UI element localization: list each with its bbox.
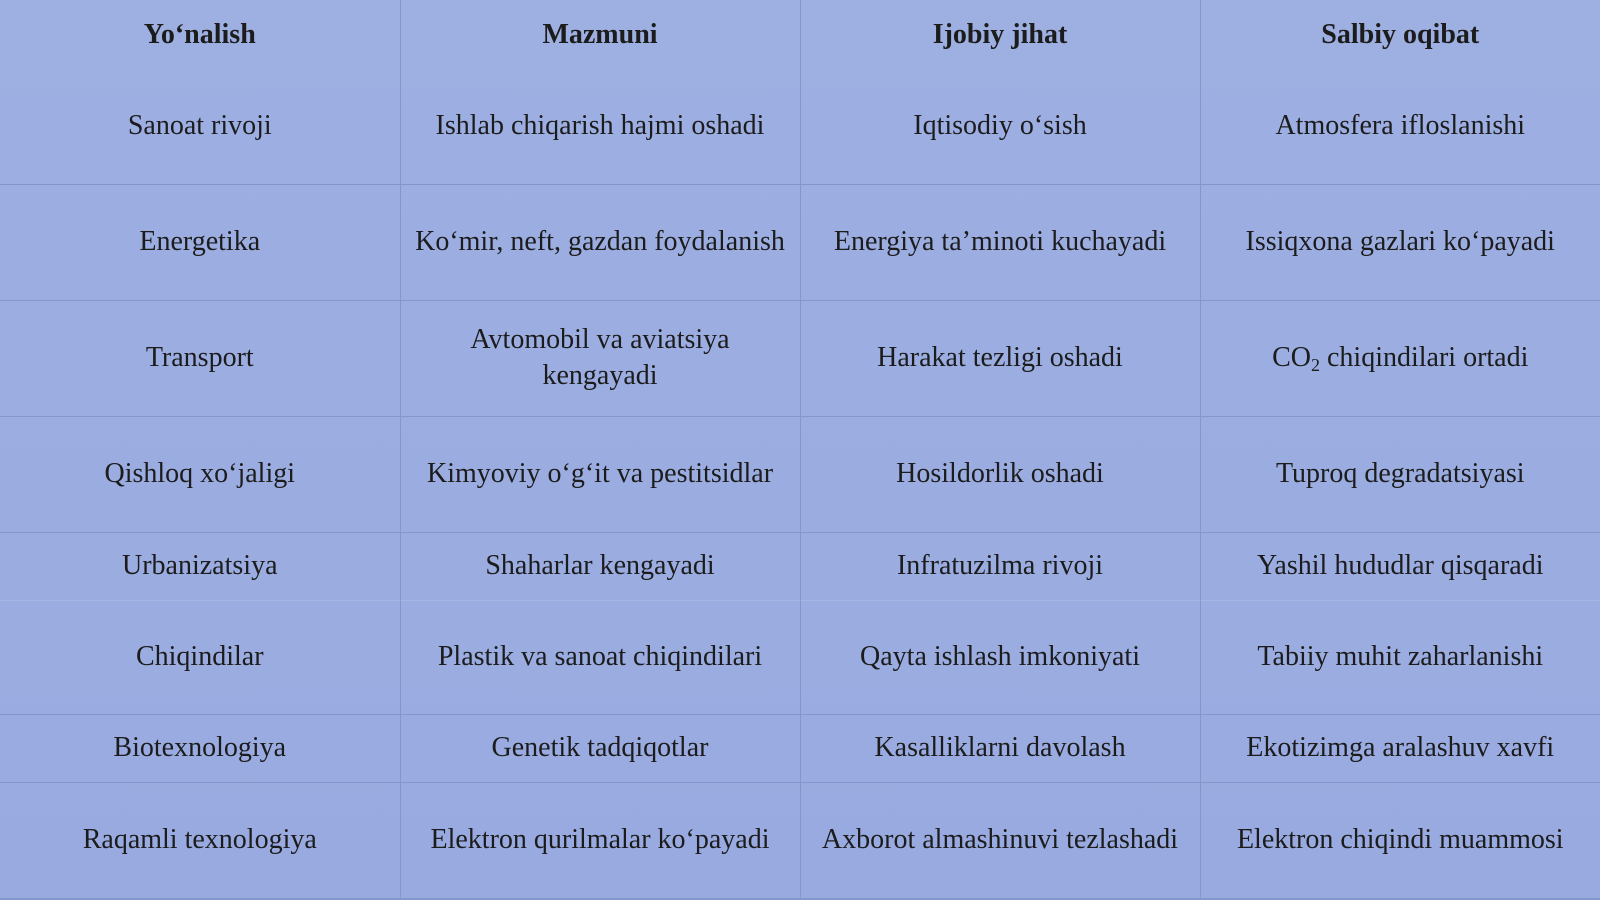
cell-negative: Yashil hududlar qisqaradi	[1200, 532, 1600, 600]
table-row	[0, 714, 1600, 782]
cell-direction: Transport	[0, 300, 400, 416]
cell-negative: Tabiiy muhit zaharlanishi	[1200, 600, 1600, 714]
cell-positive: Energiya ta’minoti kuchayadi	[800, 184, 1200, 300]
cell-positive: Harakat tezligi oshadi	[800, 300, 1200, 416]
cell-positive: Axborot almashinuvi tezlashadi	[800, 782, 1200, 899]
header-positive: Ijobiy jihat	[800, 0, 1200, 72]
cell-negative: Issiqxona gazlari ko‘payadi	[1200, 184, 1600, 300]
cell-positive: Kasalliklarni davolash	[800, 714, 1200, 782]
cell-direction: Biotexnologiya	[0, 714, 400, 782]
cell-positive: Hosildorlik oshadi	[800, 416, 1200, 532]
table-row	[0, 72, 1600, 184]
cell-direction: Urbanizatsiya	[0, 532, 400, 600]
cell-negative: Atmosfera ifloslanishi	[1200, 72, 1600, 184]
table-row	[0, 184, 1600, 300]
cell-direction: Energetika	[0, 184, 400, 300]
cell-negative: Ekotizimga aralashuv xavfi	[1200, 714, 1600, 782]
table-row	[0, 782, 1600, 899]
table-row	[0, 416, 1600, 532]
table-row	[0, 600, 1600, 714]
cell-positive: Qayta ishlash imkoniyati	[800, 600, 1200, 714]
table-row	[0, 300, 1600, 416]
table-row	[0, 532, 1600, 600]
cell-direction: Sanoat rivoji	[0, 72, 400, 184]
cell-positive: Infratuzilma rivoji	[800, 532, 1200, 600]
cell-direction: Raqamli texnologiya	[0, 782, 400, 899]
cell-content: Elektron qurilmalar ko‘payadi	[400, 782, 800, 899]
header-content: Mazmuni	[400, 0, 800, 72]
cell-content: Ko‘mir, neft, gazdan foydalanish	[400, 184, 800, 300]
co2-formula: $CO_2$	[1272, 342, 1320, 375]
cell-negative: $CO_2$ chiqindilari ortadi	[1200, 300, 1600, 416]
cell-content: Ishlab chiqarish hajmi oshadi	[400, 72, 800, 184]
header-direction: Yo‘nalish	[0, 0, 400, 72]
cell-negative: Elektron chiqindi muammosi	[1200, 782, 1600, 899]
cell-positive: Iqtisodiy o‘sish	[800, 72, 1200, 184]
cell-content: Shaharlar kengayadi	[400, 532, 800, 600]
header-negative: Salbiy oqibat	[1200, 0, 1600, 72]
cell-direction: Chiqindilar	[0, 600, 400, 714]
cell-direction: Qishloq xo‘jaligi	[0, 416, 400, 532]
cell-content: Avtomobil va aviatsiya kengayadi	[400, 300, 800, 416]
table-header-row	[0, 0, 1600, 72]
cell-negative: Tuproq degradatsiyasi	[1200, 416, 1600, 532]
cell-content: Kimyoviy o‘g‘it va pestitsidlar	[400, 416, 800, 532]
cell-content: Plastik va sanoat chiqindilari	[400, 600, 800, 714]
cell-content: Genetik tadqiqotlar	[400, 714, 800, 782]
